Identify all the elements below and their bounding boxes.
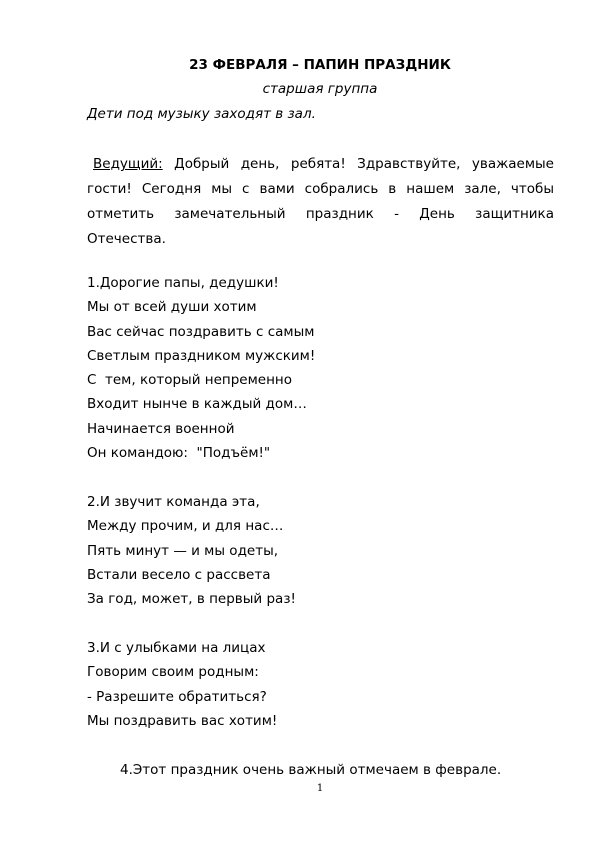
verse-line: Говорим своим родным: [87,664,259,681]
verse-3 [87,636,277,733]
verse-line: Между прочим, и для нас… [87,518,284,535]
host-label: Ведущий: [93,156,163,172]
verse-line: Начинается военной [87,420,235,437]
verse-line: - Разрешите обратиться? [87,688,267,705]
stage-direction: Дети под музыку заходят в зал. [87,106,316,122]
verse-line: Вас сейчас поздравить с самым [87,323,315,340]
document-title: 23 ФЕВРАЛЯ – ПАПИН ПРАЗДНИК [189,57,451,73]
verse-line: Мы поздравить вас хотим! [87,712,278,729]
document-subtitle: старшая группа [262,81,378,97]
verse-line: Мы от всей души хотим [87,299,257,316]
verse-line: Входит нынче в каждый дом… [87,396,307,413]
host-text: Добрый день, ребята! Здравствуйте, уважаемые гости! Сегодня мы с вами собрались в нашем зале, чтобы отметить замечательный праздник - День защитника Отечества. [87,156,554,247]
verse-line: 2.И звучит команда эта, [87,494,260,510]
verse-line: С тем, который непременно [87,372,293,389]
page-number: 1 [316,783,324,794]
verse-1 [87,271,315,465]
verse-line: 1.Дорогие папы, дедушки! [87,275,279,291]
verse-line: Пять минут — и мы одеты, [87,542,279,559]
verse-line: 3.И с улыбками на лицах [87,640,266,656]
verse-4-first-line: 4.Этот праздник очень важный отмечаем в феврале. [120,762,502,778]
verse-line: Светлым праздником мужским! [87,347,316,364]
verse-2 [87,490,296,611]
verse-line: Встали весело с рассвета [87,566,271,583]
verse-line: За год, может, в первый раз! [87,591,296,608]
verse-line: Он командою: "Подъём!" [87,445,271,462]
host-paragraph [87,152,554,252]
